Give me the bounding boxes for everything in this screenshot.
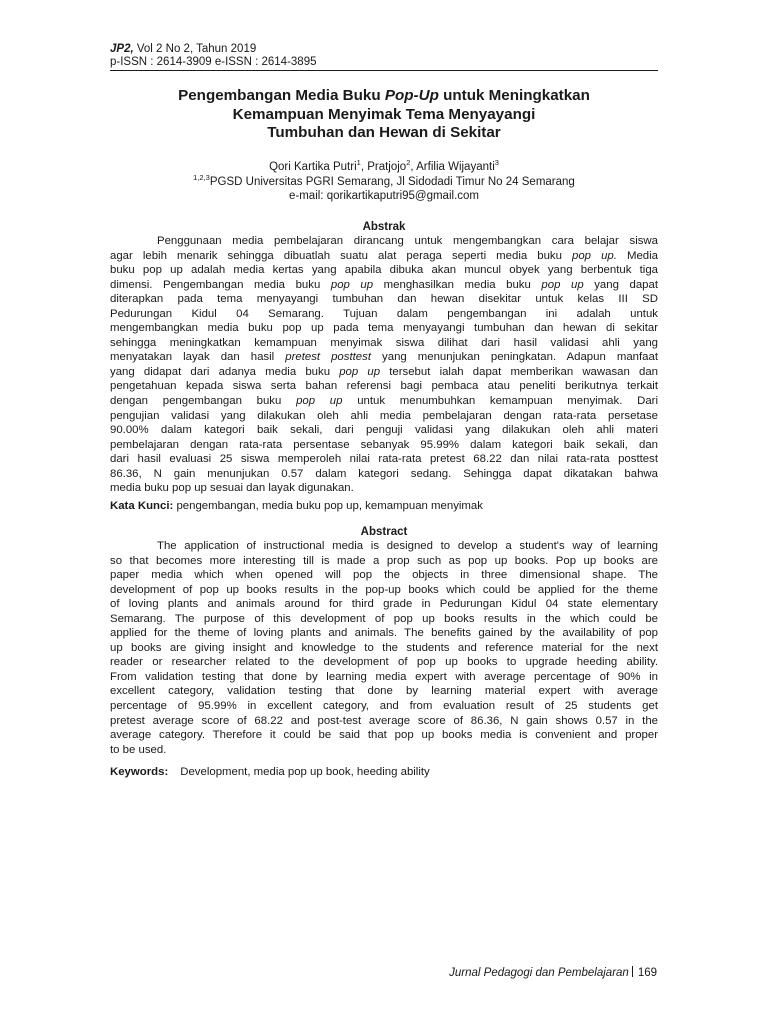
paragraph-line: [110, 292, 658, 307]
paragraph-line: [110, 278, 658, 293]
text-run: dengan pengembangan buku: [110, 395, 297, 408]
paragraph-line: [110, 743, 658, 758]
italic-term: pop up: [339, 365, 381, 378]
text-run: diterapkan pada tema menyayangi tumbuhan dan hewan disekitar untuk kelas III SD: [110, 293, 658, 306]
journal-header: [110, 43, 658, 69]
text-run: percentage of 95.99% in excellent category, and from evaluation result of 25 students get: [110, 700, 658, 713]
text-run: of loving plants and animals around for third grade in Pedurungan Kidul 04 state elementary: [110, 598, 658, 611]
paragraph-line: [110, 365, 658, 380]
footer-separator: [632, 966, 633, 977]
text-run: 86.36, N gain menunjukan 0.57 dalam kategori sedang. Sehingga dapat dikatakan bahwa: [110, 467, 658, 480]
kata-kunci-text: pengembangan, media buku pop up, kemampuan menyimak: [173, 500, 483, 512]
paragraph-line: [110, 423, 658, 438]
text-run: mengembangkan media buku pop up pada tema menyayangi tumbuhan dan hewan di sekitar: [110, 322, 658, 335]
abstract-heading: Abstract: [360, 526, 408, 538]
author-names: Qori Kartika Putri$^1$, Pratjojo$^2$, Arfilia Wijayanti$^3$: [269, 158, 499, 173]
paragraph-line: [110, 452, 658, 467]
text-run: dimensi. Pengembangan media buku: [110, 278, 331, 291]
author-name: Pratjojo: [367, 161, 407, 173]
paragraph-line: [110, 641, 658, 656]
volume-info: Vol 2 No 2, Tahun 2019: [136, 43, 257, 55]
footer-journal-name: Jurnal Pedagogi dan Pembelajaran: [449, 967, 629, 979]
paragraph-line: [110, 554, 658, 569]
paragraph-line: [110, 728, 658, 743]
abstrak-heading: Abstrak: [362, 221, 406, 233]
paragraph-line: [110, 626, 658, 641]
text-run: dari hasil evaluasi 25 siswa memperoleh nilai rata-rata pretest 68.22 dan nilai rata-rata posttest: [110, 453, 658, 466]
paragraph-line: [110, 699, 658, 714]
text-run: so that becomes more interesting till is made a prop such as pop up books. Pop up books are: [110, 554, 658, 567]
journal-citation: [110, 43, 658, 56]
title-line-2: Kemampuan Menyimak Tema Menyayangi: [232, 105, 536, 123]
paragraph-line: [110, 612, 658, 627]
kata-kunci-line: [110, 499, 658, 513]
text-run: untuk menumbuhkan kemampuan menyimak. Dari: [342, 395, 658, 408]
italic-term: pop up: [296, 395, 343, 408]
text-run: The application of instructional media is designed to develop a student's way of learning: [157, 540, 658, 552]
paragraph-line: [110, 234, 658, 249]
paragraph-line: [110, 481, 658, 496]
text-run: up books are giving insight and knowledge to the students and reference material for the next: [110, 641, 658, 654]
paragraph-line: [110, 350, 658, 365]
italic-term: pop up.: [572, 249, 617, 262]
paragraph-line: [110, 583, 658, 598]
text-run: menyatakan layak dan hasil: [110, 351, 286, 364]
italic-term: pop up: [330, 278, 374, 291]
text-run: buku pop up adalah media kertas yang apabila dibuka akan muncul obyek yang berbentuk tiga: [110, 264, 658, 277]
text-run: yang didapat dari adanya media buku: [110, 365, 340, 378]
text-run: Pedurungan Kidul 04 Semarang. Tujuan dalam pengembangan ini adalah untuk: [110, 307, 658, 320]
text-run: development of pop up books results in the pop-up books which could be applied for the theme: [110, 583, 658, 596]
text-run: Semarang. The purpose of this development of pop up books results in the which could be: [110, 612, 658, 625]
paragraph-line: [110, 263, 658, 278]
text-run: average category. Therefore it could be said that pop up books media is convenient and proper: [110, 729, 658, 742]
journal-name: JP2,: [110, 43, 134, 55]
paragraph-line: [110, 336, 658, 351]
paragraph-line: [110, 597, 658, 612]
text-run: reader or researcher related to the development of pop up books to upgrade heeding ability.: [110, 656, 658, 669]
paragraph-line: [110, 249, 658, 264]
paragraph-line: [110, 409, 658, 424]
paragraph-line: [110, 394, 658, 409]
paper-title: [110, 87, 658, 143]
text-run: From validation testing that done by learning media expert with average percentage of 90% in: [110, 670, 658, 683]
abstract-body: [110, 539, 658, 757]
paragraph-line: [110, 655, 658, 670]
paragraph-line: [110, 467, 658, 482]
text-run: pengujian validasi yang dilakukan oleh ahli media pembelajaran dengan rata-rata persetase: [110, 409, 658, 422]
paragraph-line: [110, 714, 658, 729]
paragraph-line: [110, 321, 658, 336]
title-line-1: Pengembangan Media Buku Pop-Up untuk Meningkatkan: [178, 87, 590, 104]
text-run: media buku pop up sesuai dan layak digunakan.: [110, 482, 354, 495]
text-run: paper media which when opened will pop the objects in three dimensional shape. The: [110, 569, 658, 582]
text-run: pembelajaran dengan rata-rata persentase sebanyak 95.99% dalam kategori baik sekali, dan: [110, 438, 658, 451]
text-run: agar lebih menarik sehingga dibuatlah suatu alat peraga seperti media buku: [110, 249, 573, 262]
keywords-line: [110, 765, 658, 779]
paragraph-line: [110, 684, 658, 699]
page-footer: [449, 966, 657, 980]
paragraph-line: [110, 438, 658, 453]
paragraph-line: [110, 379, 658, 394]
header-divider: [110, 70, 658, 71]
paragraph-line: [110, 307, 658, 322]
text-run: tersebut ialah dapat memberikan wawasan dan: [380, 365, 658, 378]
abstrak-body: [110, 234, 658, 496]
text-run: 90.00% dalam kategori baik sekali, dari penguji validasi yang dilakukan oleh ahli materi: [110, 424, 658, 437]
keywords-label: Keywords:: [110, 766, 169, 778]
kata-kunci-label: Kata Kunci:: [110, 500, 174, 512]
text-run: pretest average score of 68.22 and post-test average score of 86.36, N gain shows 0.57 in the: [110, 714, 658, 727]
text-run: to be used.: [110, 743, 167, 756]
text-run: pengetahuan kepada siswa serta bahan referensi bagi pembaca atau peneliti berikutnya terkait: [110, 380, 658, 393]
text-run: yang menunjukan peningkatan. Adapun manfaat: [371, 351, 658, 364]
italic-term: pretest posttest: [285, 351, 371, 364]
text-run: sehingga meningkatkan kemampuan menyimak siswa dilihat dari hasil validasi ahli yang: [110, 336, 658, 349]
italic-term: pop up: [541, 278, 584, 291]
author-affiliation: $^{1,2,3}$PGSD Universitas PGRI Semarang, Jl Sidodadi Timur No 24 Semarang: [193, 172, 575, 188]
author-block: [110, 160, 658, 204]
issn-line: p-ISSN : 2614-3909 e-ISSN : 2614-3895: [110, 56, 317, 68]
text-run: menghasilkan media buku: [373, 278, 542, 291]
author-name: Arfilia Wijayanti: [416, 161, 495, 173]
text-run: Media: [616, 249, 658, 262]
keywords-text: Development, media pop up book, heeding ability: [180, 766, 430, 778]
page-number: 169: [637, 967, 657, 979]
title-line-3: Tumbuhan dan Hewan di Sekitar: [267, 124, 501, 141]
paragraph-line: [110, 568, 658, 583]
author-email: e-mail: qorikartikaputri95@gmail.com: [289, 190, 479, 202]
text-run: excellent category, validation testing that done by learning material expert with average: [110, 685, 658, 698]
paragraph-line: [110, 539, 658, 554]
author-name: Qori Kartika Putri: [269, 161, 357, 173]
text-run: Penggunaan media pembelajaran dirancang untuk mengembangkan cara belajar siswa: [157, 235, 658, 247]
text-run: applied for the theme of loving plants and animals. The benefits gained by the availability of pop: [110, 627, 658, 640]
paragraph-line: [110, 670, 658, 685]
text-run: yang dapat: [583, 278, 659, 291]
